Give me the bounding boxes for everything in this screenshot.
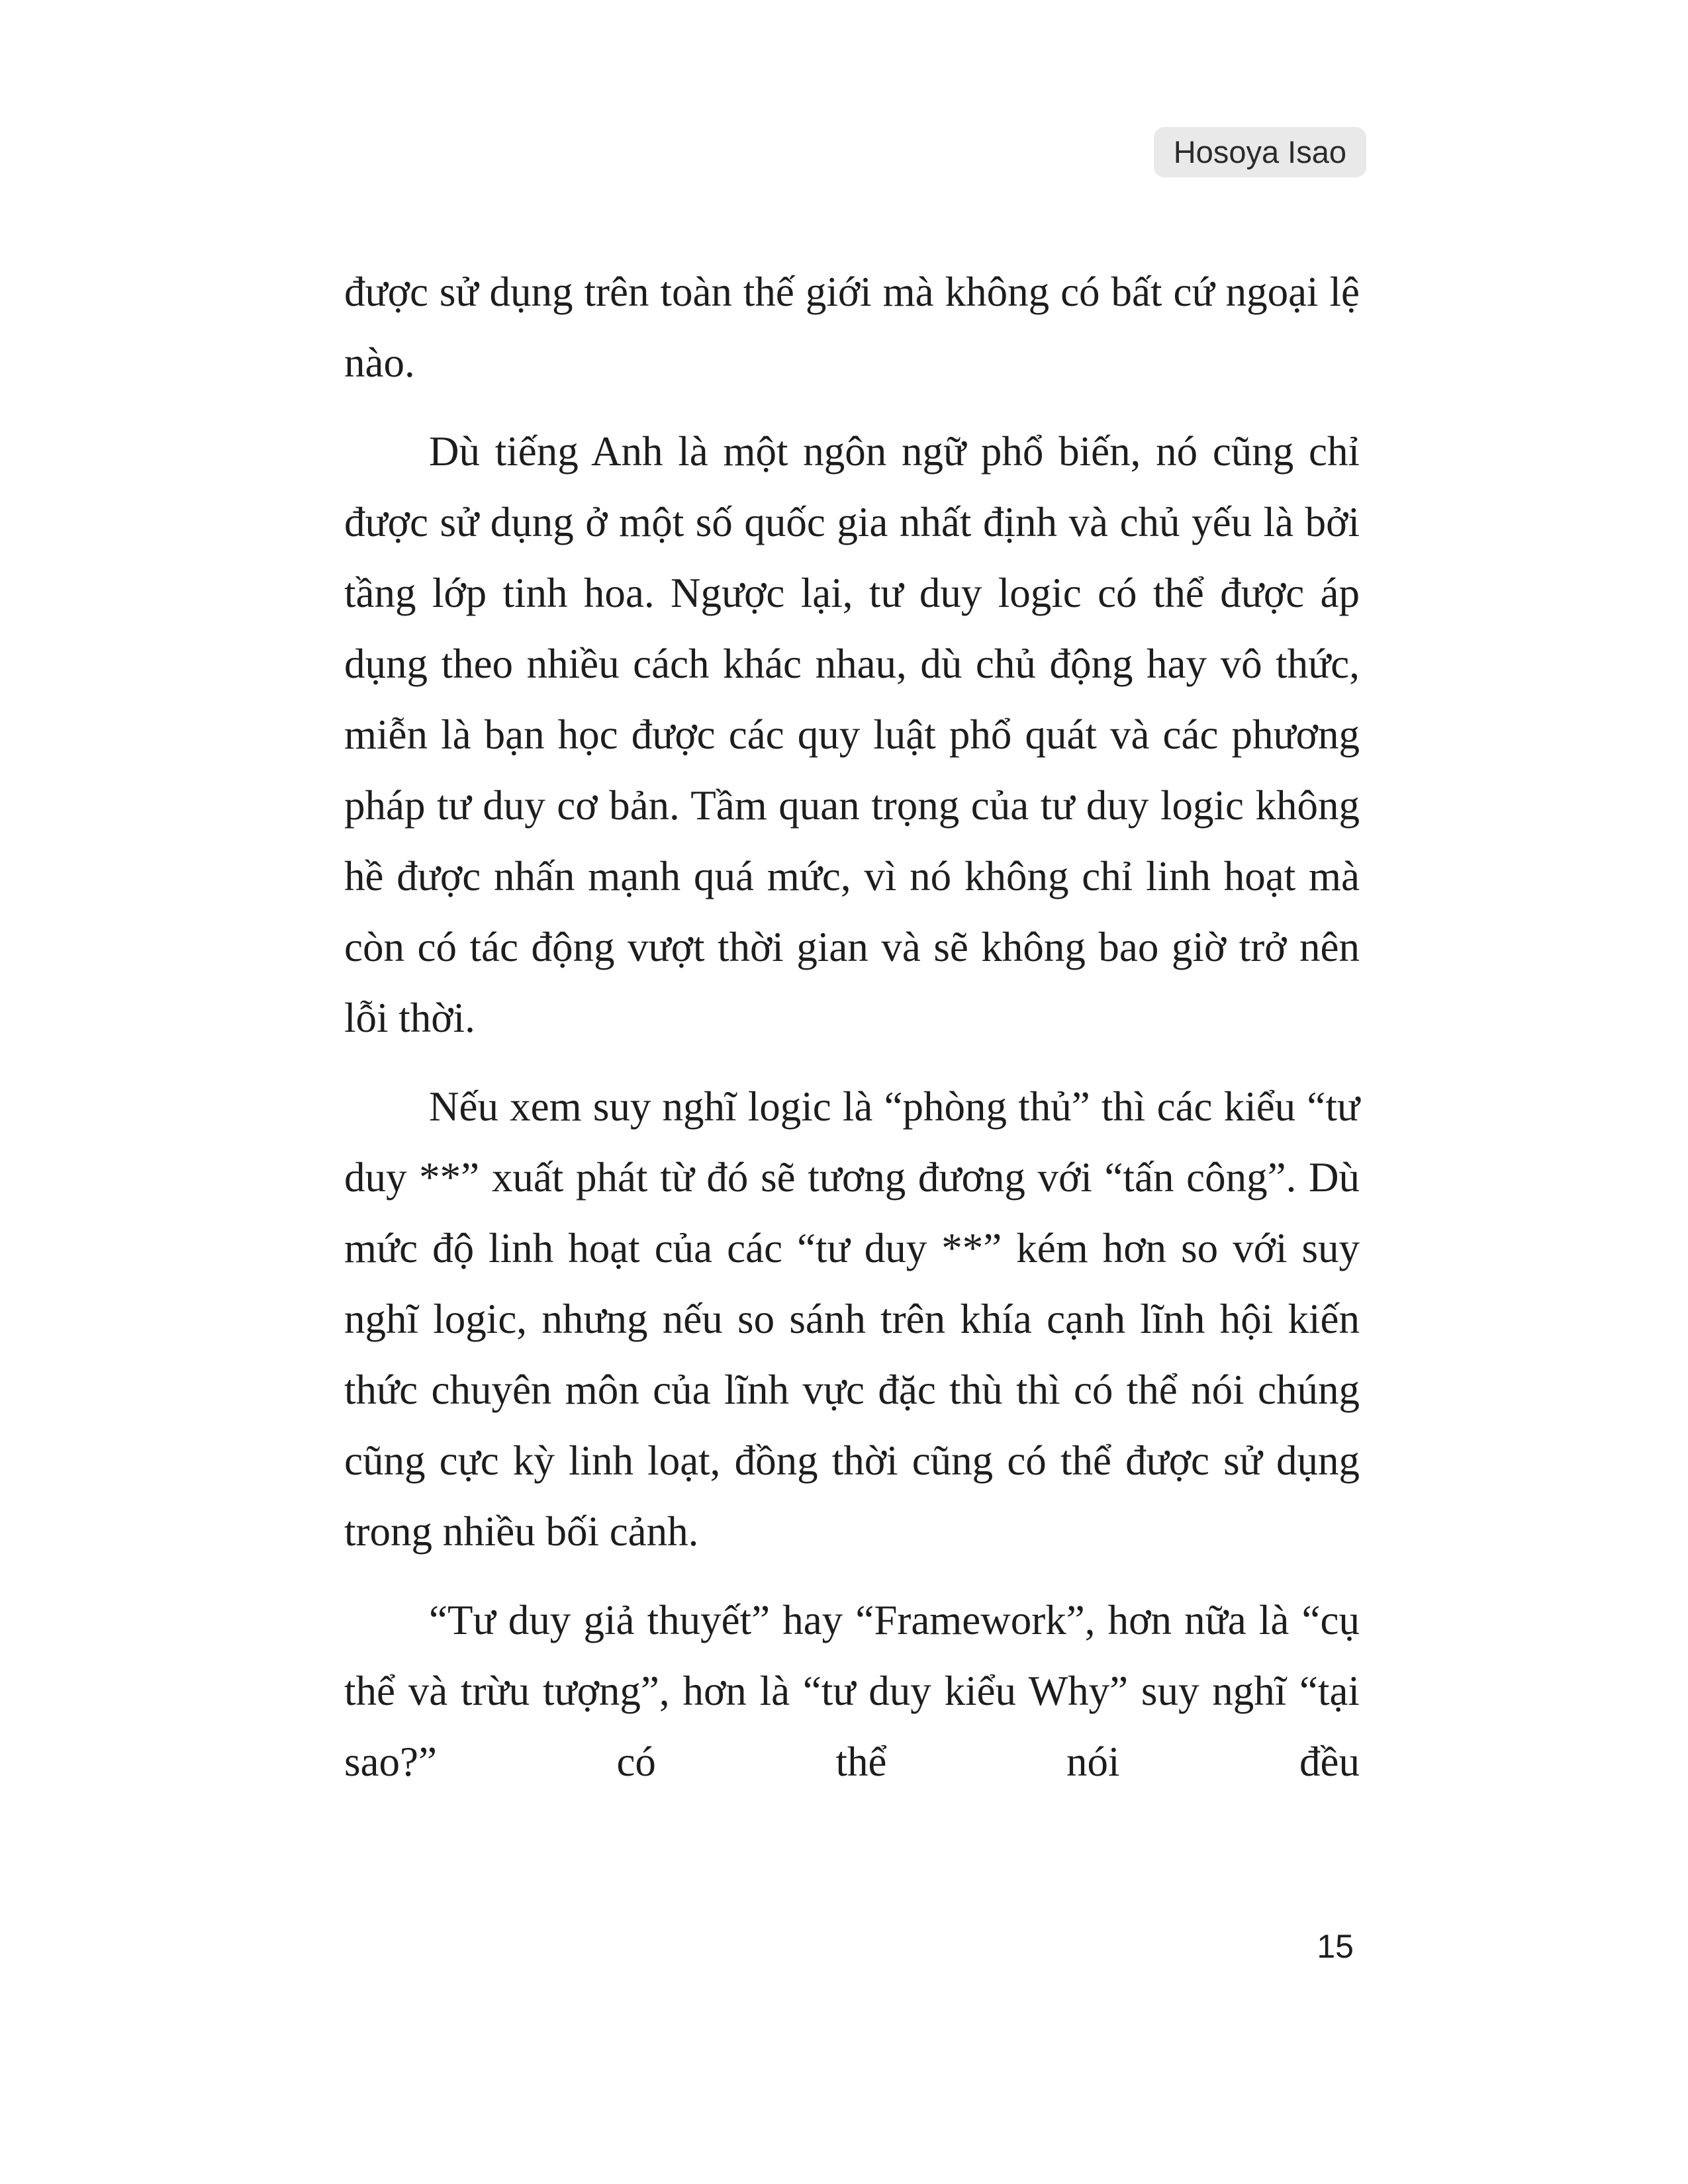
running-header-text: Hosoya Isao [1173,134,1346,169]
page-number: 15 [1317,1928,1354,1965]
paragraph: Nếu xem suy nghĩ logic là “phòng thủ” thì các kiểu “tư duy **” xuất phát từ đó sẽ tương đương với “tấn công”. Dù mức độ linh hoạt của các “tư duy **” kém hơn so với suy nghĩ logic, nhưng nếu so sánh trên khía cạnh lĩnh hội kiến thức chuyên môn của lĩnh vực đặc thù thì có thể nói chúng cũng cực kỳ linh loạt, đồng thời cũng có thể được sử dụng trong nhiều bối cảnh. [344,1083,1360,1555]
paragraph: “Tư duy giả thuyết” hay “Framework”, hơn nữa là “cụ thể và trừu tượng”, hơn là “tư duy kiểu Why” suy nghĩ “tại sao?” có thể nói đều [344,1597,1360,1785]
running-header [1154,127,1366,177]
paragraph-continuation: được sử dụng trên toàn thế giới mà không có bất cứ ngoại lệ nào. [344,269,1360,386]
paragraph: Dù tiếng Anh là một ngôn ngữ phổ biến, nó cũng chỉ được sử dụng ở một số quốc gia nhất định và chủ yếu là bởi tầng lớp tinh hoa. Ngược lại, tư duy logic có thể được áp dụng theo nhiều cách khác nhau, dù chủ động hay vô thức, miễn là bạn học được các quy luật phổ quát và các phương pháp tư duy cơ bản. Tầm quan trọng của tư duy logic không hề được nhấn mạnh quá mức, vì nó không chỉ linh hoạt mà còn có tác động vượt thời gian và sẽ không bao giờ trở nên lỗi thời. [344,428,1360,1041]
body-text [344,257,1360,1815]
